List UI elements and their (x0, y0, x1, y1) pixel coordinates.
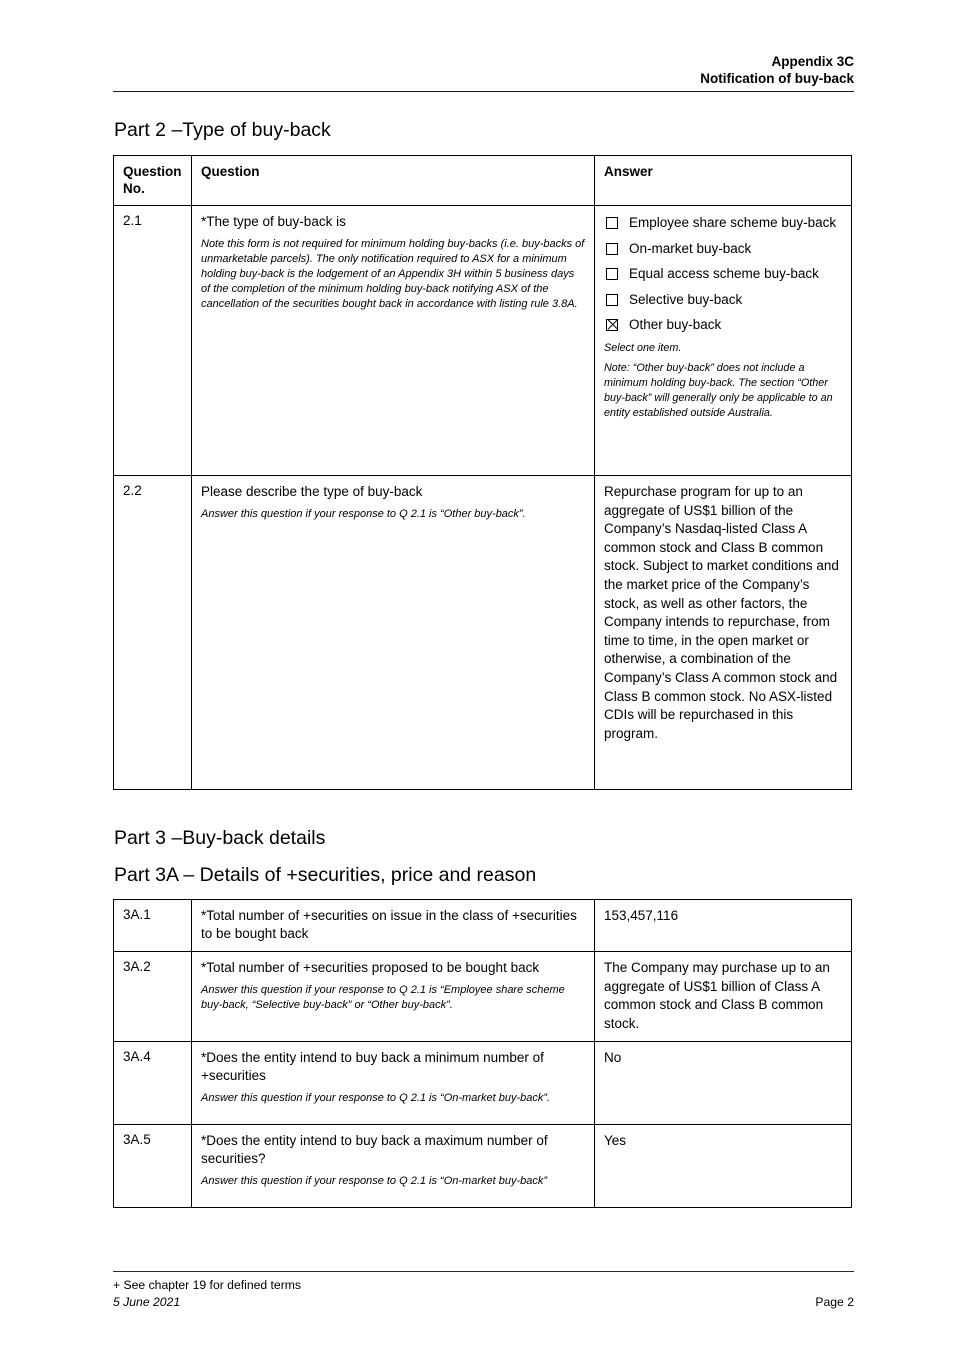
document-header (113, 53, 854, 92)
q22-question: Please describe the type of buy-back (201, 484, 423, 499)
q3a1-question-cell (192, 900, 595, 952)
checkbox-icon[interactable] (606, 268, 618, 280)
q3a4-answer: No (604, 1050, 622, 1066)
q3a1-answer: 153,457,116 (604, 908, 679, 923)
part2-heading: Part 2 –Type of buy-back (114, 119, 331, 141)
q22-note: Answer this question if your response to Q 2.1 is “Other buy-back”. (201, 508, 526, 520)
footer-page-number: Page 2 (815, 1294, 854, 1309)
q3a2-note: Answer this question if your response to Q 2.1 is “Employee share scheme buy-back, “Selective buy-back” or “Other buy-back”. (201, 984, 565, 1011)
q3a2-question: *Total number of +securities proposed to be bought back (201, 960, 540, 975)
checkbox-label: Other buy-back (629, 317, 722, 332)
q3a4-question: *Does the entity intend to buy back a minimum number of +securities (201, 1050, 544, 1084)
document-subtitle: Notification of buy-back (700, 71, 854, 86)
q21-number: 2.1 (114, 206, 192, 476)
part3a-table-wrap (113, 899, 853, 1208)
row-3a5 (114, 1125, 852, 1208)
q3a4-answer-cell (595, 1042, 852, 1125)
q21-answer-cell (595, 206, 852, 476)
q3a1-question: *Total number of +securities on issue in the class of +securities to be bought back (201, 908, 577, 941)
q21-option[interactable] (604, 264, 842, 284)
col-header-answer: Answer (595, 156, 852, 206)
q3a2-answer-cell (595, 952, 852, 1042)
q22-answer: Repurchase program for up to an aggregate of US$1 billion of the Company’s Nasdaq-listed Class A common stock and Class B common stock. Subject to market conditions and the market price of the Company’s stock, as well as other factors, the Company intends to repurchase, from time to time, in the open market or otherwise, a combination of the Company’s Class A common stock and Class B common stock. No ASX-listed CDIs will be repurchased in this program. (604, 484, 839, 741)
checkbox-label: Employee share scheme buy-back (629, 215, 837, 230)
q21-note: Note this form is not required for minimum holding buy-backs (i.e. buy-backs of unmarketable parcels). The only notification required to ASX for a minimum holding buy-back is the lodgement of an Appendix 3H within 5 business days of the completion of the minimum holding buy-back notifying ASX of the cancellation of the securities bought back in accordance with listing rule 3.8A. (201, 238, 585, 310)
row-3a1 (114, 900, 852, 952)
checkbox-label: Selective buy-back (629, 291, 743, 307)
q21-select-note: Select one item. (604, 341, 682, 354)
part2-table-wrap (113, 155, 853, 790)
q3a1-answer-cell (595, 900, 852, 952)
part3a-heading: Part 3A – Details of +securities, price and reason (114, 864, 537, 886)
row-3a4 (114, 1042, 852, 1125)
col-header-question-no: Question No. (114, 156, 192, 206)
part2-table (113, 155, 852, 790)
q3a2-question-cell (192, 952, 595, 1042)
q3a5-note: Answer this question if your response to Q 2.1 is “On-market buy-back” (201, 1175, 548, 1188)
appendix-title: Appendix 3C (771, 54, 854, 69)
q3a5-number: 3A.5 (114, 1125, 192, 1208)
q22-number: 2.2 (114, 476, 192, 790)
part3-heading: Part 3 –Buy-back details (114, 827, 326, 849)
q3a2-number: 3A.2 (114, 952, 192, 1042)
q3a2-answer: The Company may purchase up to an aggregate of US$1 billion of Class A common stock and Class B common stock. (604, 960, 830, 1031)
q3a1-number: 3A.1 (114, 900, 192, 952)
q3a5-question: *Does the entity intend to buy back a maximum number of securities? (201, 1133, 548, 1167)
q3a5-answer-cell (595, 1125, 852, 1208)
q21-option[interactable] (604, 213, 842, 233)
q21-question: *The type of buy-back is (201, 214, 346, 229)
q22-answer-cell (595, 476, 852, 790)
q21-other-note: Note: “Other buy-back” does not include a minimum holding buy-back. The section “Other buy-back” will generally only be applicable to an entity established outside Australia. (604, 361, 833, 420)
q3a4-question-cell (192, 1042, 595, 1125)
q3a5-question-cell (192, 1125, 595, 1208)
document-footer (113, 1271, 854, 1310)
row-q22 (114, 476, 852, 790)
checkbox-label: Equal access scheme buy-back (629, 266, 819, 281)
q22-question-cell (192, 476, 595, 790)
footer-defined-terms: + See chapter 19 for defined terms (113, 1278, 302, 1292)
part3a-table (113, 899, 852, 1208)
q3a4-note: Answer this question if your response to Q 2.1 is “On-market buy-back”. (201, 1092, 551, 1105)
row-q21 (114, 206, 852, 476)
checkbox-label: On-market buy-back (629, 240, 752, 256)
q3a5-answer: Yes (604, 1133, 627, 1149)
q3a4-number: 3A.4 (114, 1042, 192, 1125)
q21-option[interactable] (604, 239, 842, 259)
q21-option[interactable] (604, 290, 842, 310)
checkbox-icon[interactable] (606, 217, 618, 229)
q21-question-cell (192, 206, 595, 476)
checkbox-icon[interactable] (606, 319, 618, 331)
checkbox-icon[interactable] (606, 243, 618, 255)
part2-header-row (114, 156, 852, 206)
col-header-question: Question (192, 156, 595, 206)
checkbox-icon[interactable] (606, 294, 618, 306)
q21-option[interactable] (604, 315, 842, 335)
row-3a2 (114, 952, 852, 1042)
footer-date: 5 June 2021 (113, 1294, 181, 1309)
